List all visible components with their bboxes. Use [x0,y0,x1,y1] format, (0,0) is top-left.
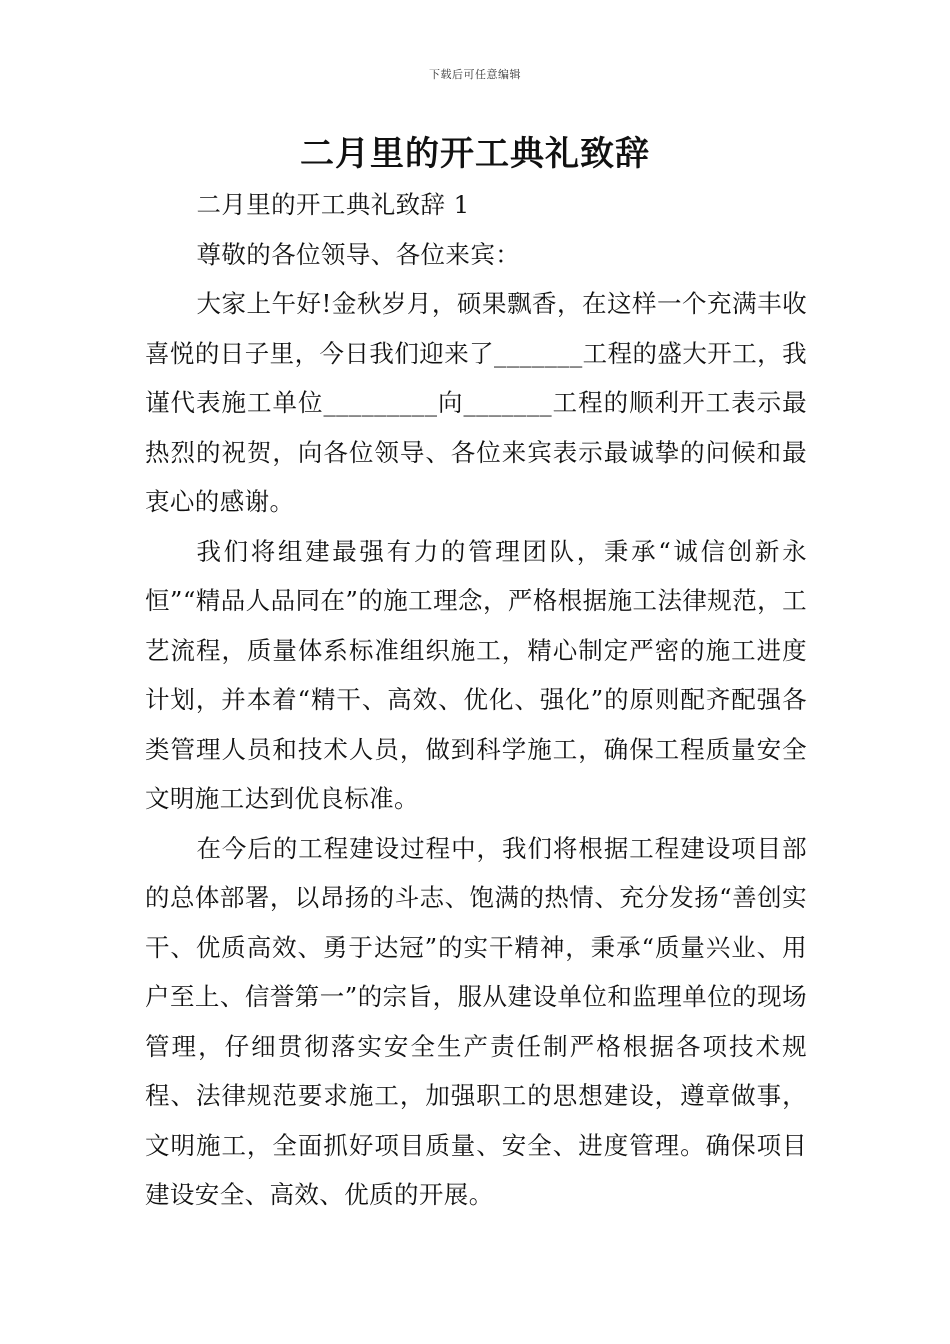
header-note: 下载后可任意编辑 [429,68,521,81]
section-heading: 二月里的开工典礼致辞 1 [196,190,470,219]
paragraph-1: 大家上午好!金秋岁月，硕果飘香，在这样一个充满丰收喜悦的日子里，今日我们迎来了_______工程的盛大开工，我谨代表施工单位_________向_______工程的顺利开工表示最热烈的祝贺，向各位领导、各位来宾表示最诚挚的问候和最衷心的感谢。 [145,289,807,516]
document-body [145,180,807,1220]
paragraph-2: 我们将组建最强有力的管理团队，秉承“诚信创新永恒”“精品人品同在”的施工理念，严格根据施工法律规范，工艺流程，质量体系标准组织施工，精心制定严密的施工进度计划，并本着“精干、高效、优化、强化”的原则配齐配强各类管理人员和技术人员，做到科学施工，确保工程质量安全文明施工达到优良标准。 [145,536,807,813]
paragraph-3: 在今后的工程建设过程中，我们将根据工程建设项目部的总体部署，以昂扬的斗志、饱满的热情、充分发扬“善创实干、优质高效、勇于达冠”的实干精神，秉承“质量兴业、用户至上、信誉第一”的宗旨，服从建设单位和监理单位的现场管理，仔细贯彻落实安全生产责任制严格根据各项技术规程、法律规范要求施工，加强职工的思想建设，遵章做事，文明施工，全面抓好项目质量、安全、进度管理。确保项目建设安全、高效、优质的开展。 [145,833,807,1209]
document-title: 二月里的开工典礼致辞 [300,134,650,174]
salutation: 尊敬的各位领导、各位来宾： [196,239,521,269]
